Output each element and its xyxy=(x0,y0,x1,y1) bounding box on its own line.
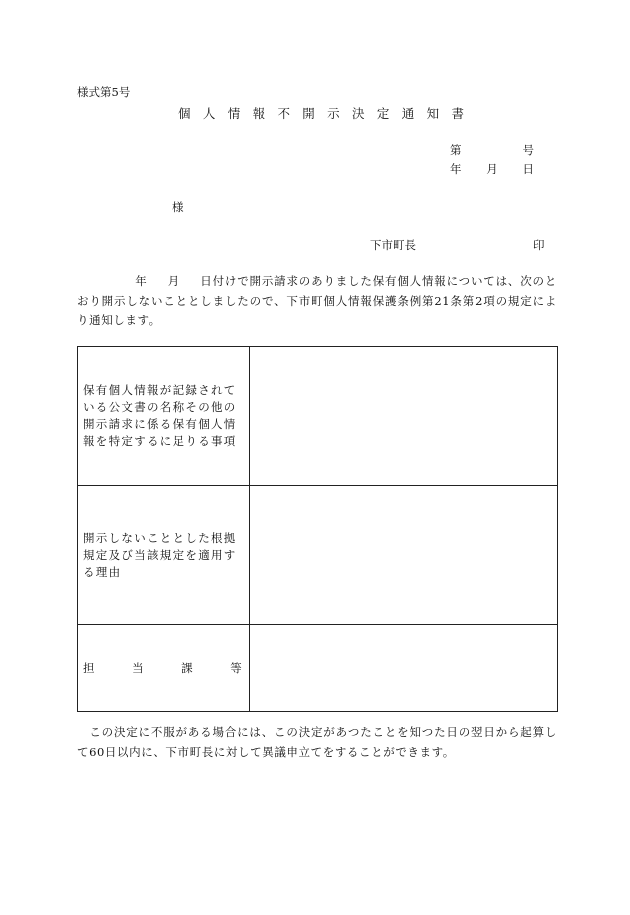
issue-number xyxy=(450,142,534,158)
detail-table xyxy=(77,346,558,712)
intro-month: 月 xyxy=(167,274,181,288)
footer-note-text: この決定に不服がある場合には、この決定があつたことを知つた日の翌日から起算して60日以内に、下市町長に対して異議申立てをすることができます。 xyxy=(77,725,558,759)
title-char: 個 xyxy=(178,106,191,121)
contact-value xyxy=(250,625,558,712)
sender-title: 下市町長 xyxy=(370,238,416,252)
table-row xyxy=(78,625,558,712)
intro-text: 日付けで開示請求のありました保有個人情報については、次のとおり開示しないこととしましたので、下市町個人情報保護条例第21条第2項の規定により通知します。 xyxy=(77,274,557,327)
contact-label-char: 担 xyxy=(83,660,96,675)
issue-number-suffix: 号 xyxy=(522,143,534,157)
title-char: 示 xyxy=(327,106,340,121)
row-value xyxy=(250,347,558,486)
contact-label-char: 等 xyxy=(230,660,243,675)
issue-date-day: 日 xyxy=(522,162,534,176)
contact-label-char: 当 xyxy=(132,660,145,675)
document-title xyxy=(178,104,464,122)
row-label: 開示しないこととした根拠規定及び当該規定を適用する理由 xyxy=(78,486,250,625)
table-row xyxy=(78,347,558,486)
title-char: 書 xyxy=(451,106,464,121)
row-value xyxy=(250,486,558,625)
form-number: 様式第5号 xyxy=(77,85,131,99)
footer-note xyxy=(77,723,557,762)
addressee-suffix: 様 xyxy=(172,200,184,214)
title-char: 知 xyxy=(426,106,440,121)
title-char: 報 xyxy=(252,106,266,121)
issue-number-prefix: 第 xyxy=(450,143,462,157)
title-char: 人 xyxy=(202,106,216,121)
contact-label-char: 課 xyxy=(181,660,194,675)
seal-mark: 印 xyxy=(533,238,545,252)
title-char: 開 xyxy=(302,106,315,121)
issue-date-month: 月 xyxy=(486,162,498,176)
title-char: 通 xyxy=(401,106,415,121)
table-row xyxy=(78,486,558,625)
title-char: 情 xyxy=(227,106,241,121)
row-label: 保有個人情報が記録されている公文書の名称その他の開示請求に係る保有個人情報を特定するに足りる事項 xyxy=(78,347,250,486)
title-char: 不 xyxy=(277,106,290,121)
intro-paragraph xyxy=(77,272,557,331)
issue-date-year: 年 xyxy=(450,162,462,176)
intro-year: 年 xyxy=(135,274,148,288)
title-char: 決 xyxy=(352,106,365,121)
issue-date xyxy=(450,161,534,177)
contact-label xyxy=(78,625,250,712)
title-char: 定 xyxy=(376,106,390,121)
